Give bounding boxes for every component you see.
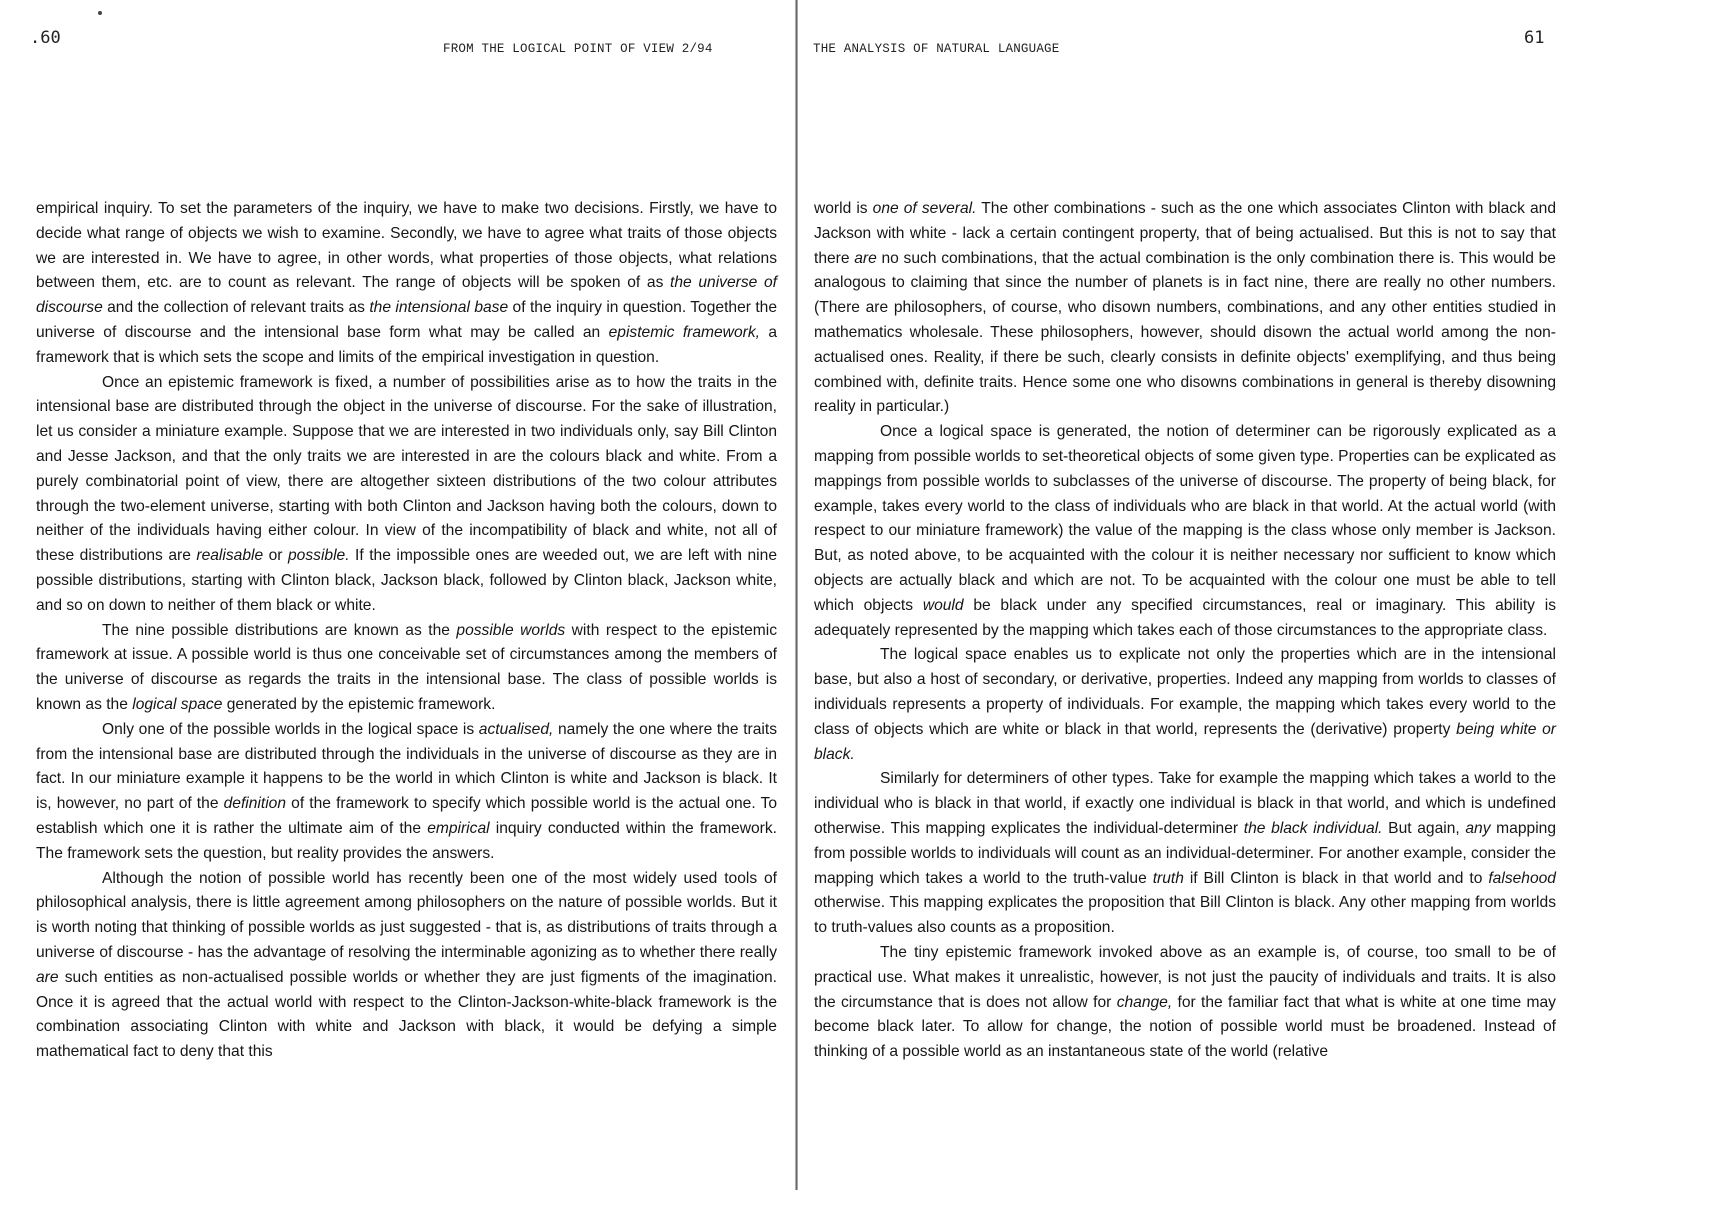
right-paragraph-5: The tiny epistemic framework invoked above as an example is, of course, too small to be of practical use. What makes it unrealistic, however, is not just the paucity of individuals and traits. It is also the circumstance that is does not allow for change, for the familiar fact that what is white at one time may become black later. To allow for change, the notion of possible world must be broadened. Instead of thinking of a possible world as an instantaneous state of the world (relative — [814, 943, 1556, 1061]
emphasized-term: epistemic framework, — [608, 323, 760, 341]
right-paragraph-2: Once a logical space is generated, the notion of determiner can be rigorously explicated as a mapping from possible worlds to set-theoretical objects of some given type. Properties can be explicated as mappings from possible worlds to subclasses of the universe of discourse. The property of being black, for example, takes every world to the class of individuals who are black in that world. At the actual world (with respect to our miniature framework) the value of the mapping is the class whose only member is Jackson. But, as noted above, to be acquainted with the colour it is neither necessary nor sufficient to know which objects are actually black and which are not. To be acquainted with the colour one must be able to tell which objects would be black under any specified circumstances, real or imaginary. This ability is adequately represented by the mapping which takes each of those circumstances to the appropriate class. — [814, 423, 1556, 639]
left-paragraph-4: Only one of the possible worlds in the logical space is actualised, namely the one where the traits from the intensional base are distributed through the individuals in the universe of discourse as they are in fact. In our miniature example it happens to be the world in which Clinton is white and Jackson is black. It is, however, no part of the definition of the framework to specify which possible world is the actual one. To establish which one it is rather the ultimate aim of the empirical inquiry conducted within the framework. The framework sets the question, but reality provides the answers. — [36, 720, 778, 862]
emphasized-term: definition — [223, 795, 287, 813]
left-page-number: .60 — [30, 28, 61, 48]
right-running-head: THE ANALYSIS OF NATURAL LANGUAGE — [813, 42, 1060, 56]
scan-speck — [98, 11, 102, 15]
emphasized-term: the black individual. — [1243, 819, 1383, 837]
left-page — [0, 0, 796, 1225]
right-paragraph-3: The logical space enables us to explicate not only the properties which are in the intensional base, but also a host of secondary, or derivative, properties. Indeed any mapping from worlds to classes of individuals represents a property of individuals. For example, the mapping which takes every world to the class of objects which are white or black in that world, represents the (derivative) property being white or black. — [814, 646, 1556, 763]
emphasized-term: are — [854, 249, 877, 267]
right-page-number: 61 — [1524, 28, 1545, 48]
right-page — [798, 0, 1730, 1225]
emphasized-term: change, — [1116, 993, 1173, 1011]
right-page-body — [814, 197, 1556, 1065]
emphasized-term: the universe of discourse — [36, 274, 777, 317]
emphasized-term: the intensional base — [369, 299, 509, 317]
left-paragraph-2: Once an epistemic framework is fixed, a number of possibilities arise as to how the traits in the intensional base are distributed through the object in the universe of discourse. For the sake of illustration, let us consider a miniature example. Suppose that we are interested in two individuals only, say Bill Clinton and Jesse Jackson, and that the only traits we are interested in are the colours black and white. From a purely combinatorial point of view, there are altogether sixteen distributions of the two colour attributes through the two-element universe, starting with both Clinton and Jackson having both the colours, down to neither of the individuals having either colour. In view of the incompatibility of black and white, not all of these distributions are realisable or possible. If the impossible ones are weeded out, we are left with nine possible distributions, starting with Clinton black, Jackson black, followed by Clinton black, Jackson white, and so on down to neither of them black or white. — [36, 373, 777, 614]
emphasized-term: possible. — [288, 547, 350, 565]
left-paragraph-3: The nine possible distributions are known as the possible worlds with respect to the epistemic framework at issue. A possible world is thus one conceivable set of circumstances among the members of the universe of discourse as regards the traits in the intensional base. The class of possible worlds is known as the logical space generated by the epistemic framework. — [36, 621, 777, 713]
emphasized-term: empirical — [427, 819, 490, 837]
emphasized-term: any — [1465, 819, 1491, 837]
emphasized-term: one of several. — [872, 200, 977, 217]
emphasized-term: realisable — [196, 547, 264, 565]
left-paragraph-1: empirical inquiry. To set the parameters of the inquiry, we have to make two decisions. Firstly, we have to decide what range of objects we wish to examine. Secondly, we have to agree what traits of those objects we are interested in. We have to agree, in other words, what properties of those objects, what relations between them, etc. are to count as relevant. The range of objects will be spoken of as the universe of discourse and the collection of relevant traits as the intensional base of the inquiry in question. Together the universe of discourse and the intensional base form what may be called an epistemic framework, a framework that is which sets the scope and limits of the empirical investigation in question. — [36, 200, 778, 366]
emphasized-term: logical space — [132, 695, 223, 713]
left-paragraph-5: Although the notion of possible world has recently been one of the most widely used tools of philosophical analysis, there is little agreement among philosophers on the nature of possible worlds. But it is worth noting that thinking of possible worlds as just suggested - that is, as distributions of traits through a universe of discourse - has the advantage of resolving the interminable agonizing as to whether there really are such entities as non-actualised possible worlds or whether they are just figments of the imagination. Once it is agreed that the actual world with respect to the Clinton-Jackson-white-black framework is the combination associating Clinton with white and Jackson with black, it would be defying a simple mathematical fact to deny that this — [36, 869, 777, 1061]
left-running-head: FROM THE LOGICAL POINT OF VIEW 2/94 — [443, 42, 713, 56]
right-paragraph-1: world is one of several. The other combinations - such as the one which associates Clinton with black and Jackson with white - lack a certain contingent property, that of being actualised. But this is not to say that there are no such combinations, that the actual combination is the only combination there is. This would be analogous to claiming that since the number of planets is in fact nine, there are really no other numbers. (There are philosophers, of course, who disown numbers, combinations, and any other entities studied in mathematics wholesale. These philosophers, however, should disown the actual world among the non-actualised ones. Reality, if there be such, clearly consists in definite objects' exemplifying, and thus being combined with, definite traits. Hence some one who disowns combinations in general is thereby disowning reality in particular.) — [814, 200, 1556, 416]
emphasized-term: are — [36, 968, 59, 986]
left-page-body — [36, 197, 777, 1065]
emphasized-term: possible worlds — [456, 621, 566, 639]
emphasized-term: actualised, — [478, 720, 554, 738]
emphasized-term: being white or black. — [814, 720, 1556, 763]
emphasized-term: would — [922, 596, 964, 614]
right-paragraph-4: Similarly for determiners of other types. Take for example the mapping which takes a world to the individual who is black in that world, if exactly one individual is black in that world, and which is undefined otherwise. This mapping explicates the individual-determiner the black individual. But again, any mapping from possible worlds to individuals will count as an individual-determiner. For another example, consider the mapping which takes a world to the truth-value truth if Bill Clinton is black in that world and to falsehood otherwise. This mapping explicates the proposition that Bill Clinton is black. Any other mapping from worlds to truth-values also counts as a proposition. — [814, 770, 1557, 937]
emphasized-term: truth — [1152, 869, 1184, 887]
emphasized-term: falsehood — [1488, 869, 1556, 887]
